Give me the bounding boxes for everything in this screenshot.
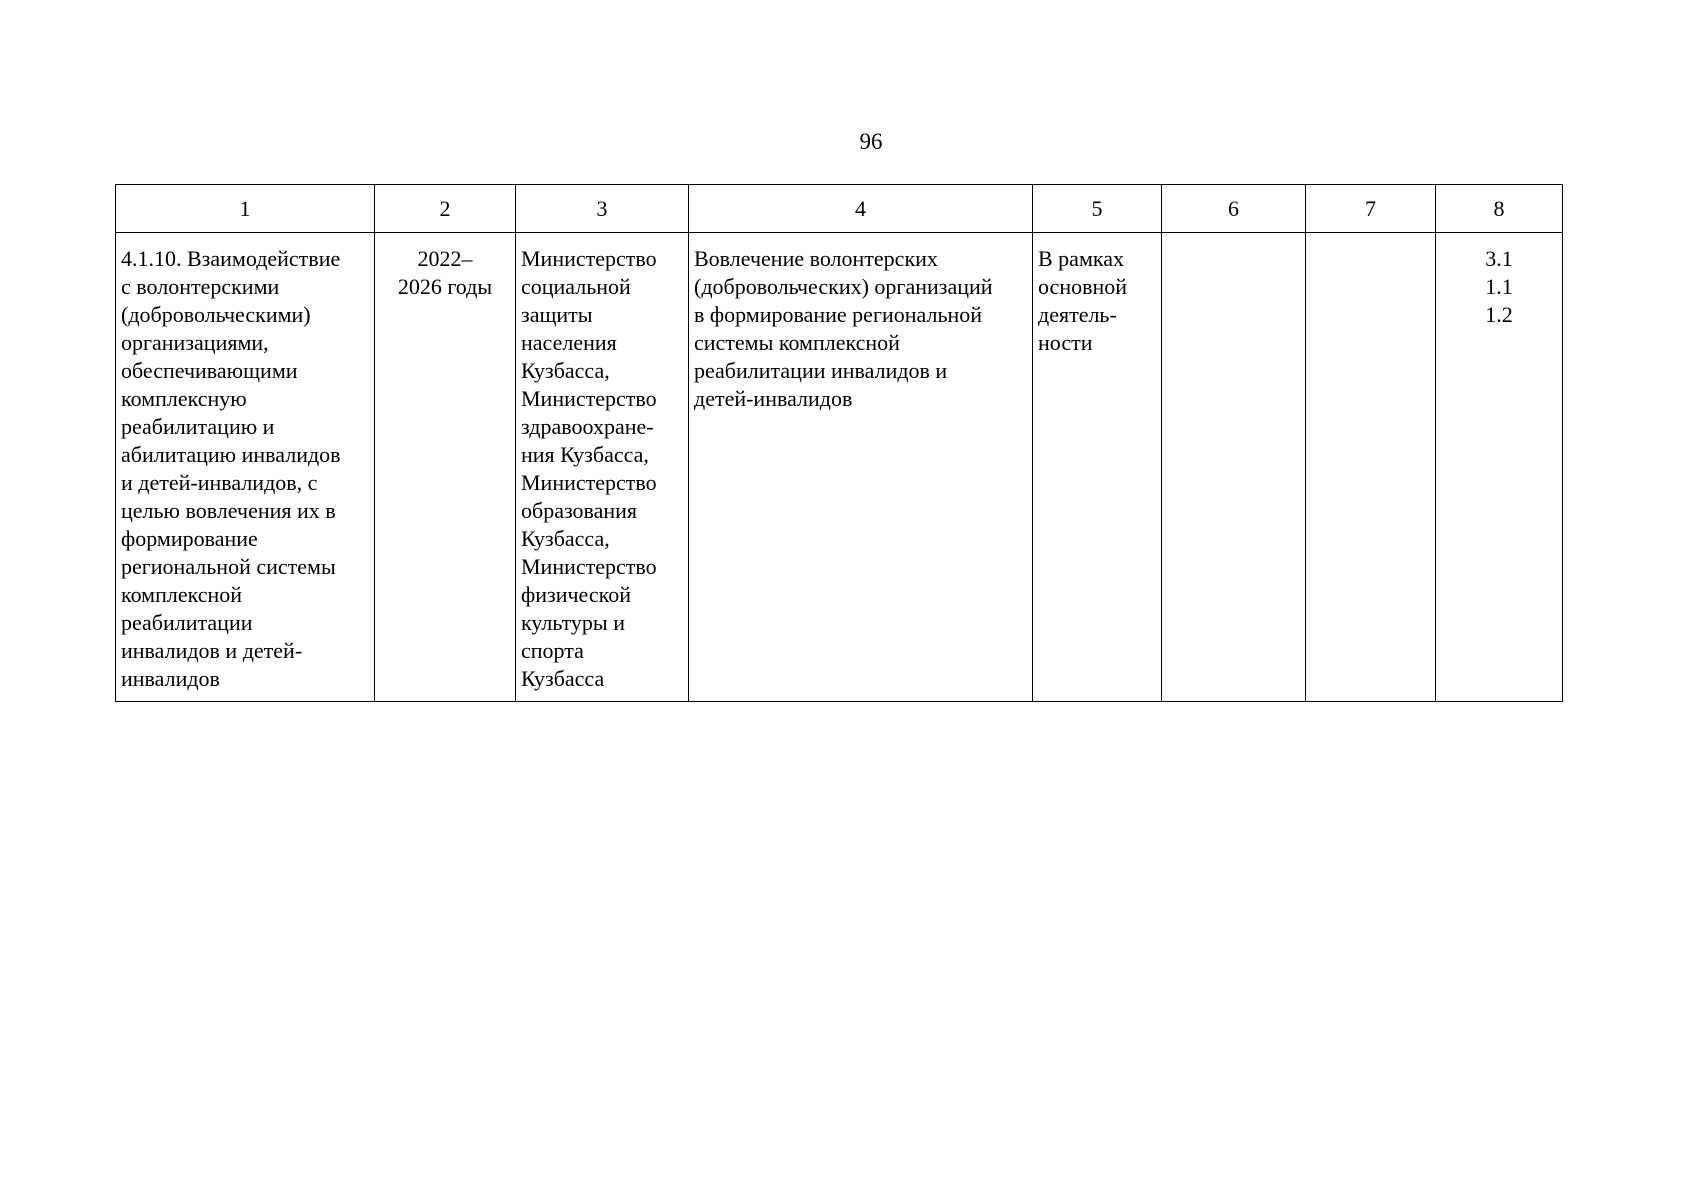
table-row [116, 233, 1563, 702]
executors-line: физической [521, 582, 631, 607]
column-number-1: 1 [116, 185, 375, 233]
measure-name-line: инвалидов и детей- [121, 638, 303, 663]
period-cell [375, 233, 516, 702]
measure-name-line: и детей-инвалидов, с [121, 470, 318, 495]
executors-line: Министерство [521, 470, 657, 495]
executors-line: социальной [521, 274, 631, 299]
expected-result-line: (добровольческих) организаций [694, 274, 993, 299]
executors-line: здравоохране- [521, 414, 654, 439]
expected-result-line: реабилитации инвалидов и [694, 358, 948, 383]
expected-result-line: детей-инвалидов [694, 386, 853, 411]
measure-name-line: региональной системы [121, 554, 336, 579]
executors-line: Кузбасса [521, 666, 605, 691]
measure-name-line: (добровольческими) [121, 302, 311, 327]
column-7-cell [1306, 233, 1436, 702]
indicator-line: 3.1 [1485, 246, 1513, 271]
period-line: 2026 годы [397, 274, 493, 299]
column-number-5: 5 [1033, 185, 1162, 233]
measure-name-cell [116, 233, 375, 702]
executors-line: населения [521, 330, 617, 355]
column-number-2: 2 [375, 185, 516, 233]
measure-name-line: организациями, [121, 330, 269, 355]
measure-name-line: 4.1.10. Взаимодействие [121, 246, 341, 271]
period-line: 2022– [417, 246, 473, 271]
expected-result-line: в формирование региональной [694, 302, 983, 327]
measure-name-line: реабилитации [121, 610, 253, 635]
funding-line: В рамках [1038, 246, 1124, 271]
funding-line: ности [1038, 330, 1093, 355]
page-number: 96 [859, 129, 883, 154]
indicator-line: 1.2 [1485, 302, 1513, 327]
executors-line: образования [521, 498, 638, 523]
column-6-cell [1162, 233, 1306, 702]
measures-table [115, 184, 1563, 702]
indicators-cell [1436, 233, 1563, 702]
measure-name-line: инвалидов [121, 666, 220, 691]
expected-result-line: системы комплексной [694, 330, 900, 355]
executors-line: Кузбасса, [521, 526, 610, 551]
executors-line: Кузбасса, [521, 358, 610, 383]
executors-line: Министерство [521, 554, 657, 579]
expected-result-line: Вовлечение волонтерских [694, 246, 938, 271]
table-header-row [116, 185, 1563, 233]
executors-line: Министерство [521, 246, 657, 271]
funding-line: основной [1038, 274, 1128, 299]
executors-line: ния Кузбасса, [521, 442, 649, 467]
funding-line: деятель- [1038, 302, 1117, 327]
column-number-6: 6 [1162, 185, 1306, 233]
column-number-3: 3 [516, 185, 689, 233]
executors-line: спорта [521, 638, 584, 663]
expected-result-cell [689, 233, 1033, 702]
measure-name-line: комплексной [121, 582, 243, 607]
executors-cell [516, 233, 689, 702]
measure-name-line: с волонтерскими [121, 274, 280, 299]
executors-line: защиты [521, 302, 593, 327]
measure-name-line: целью вовлечения их в [121, 498, 336, 523]
indicator-line: 1.1 [1485, 274, 1513, 299]
measure-name-line: абилитацию инвалидов [121, 442, 341, 467]
executors-line: культуры и [521, 610, 625, 635]
measure-name-line: комплексную [121, 386, 247, 411]
measure-name-line: реабилитацию и [121, 414, 275, 439]
measure-name-line: обеспечивающими [121, 358, 298, 383]
column-number-4: 4 [689, 185, 1033, 233]
executors-line: Министерство [521, 386, 657, 411]
column-number-7: 7 [1306, 185, 1436, 233]
column-number-8: 8 [1436, 185, 1563, 233]
funding-cell [1033, 233, 1162, 702]
measure-name-line: формирование [121, 526, 258, 551]
